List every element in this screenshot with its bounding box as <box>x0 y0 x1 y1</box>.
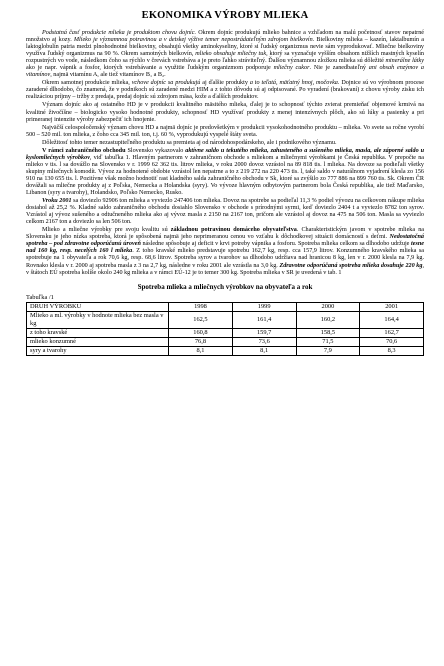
table-cell: 71,5 <box>296 337 360 346</box>
text-run: . Nie je zanedbateľný <box>309 65 369 72</box>
text-run: mliečny cukor <box>273 65 310 72</box>
table-cell: 160,8 <box>169 328 233 337</box>
table-header-cell: 2000 <box>296 302 360 311</box>
text-run: Najväčší celospoločenský význam chovu HD a najmä dojníc je predovšetkým v produkcii vysokohodnotného produktu – mlieka. Vo svete sa ročne vyrobí 500 – 520 mil. ton mlieka, z čoho cca 345 mil. ton, t.j. 60 %, vyprodukujú vyspelé štáty sveta. <box>26 124 424 138</box>
document-title: EKONOMIKA VÝROBY MLIEKA <box>141 10 309 21</box>
table-cell: 162,5 <box>169 311 233 328</box>
table-header-cell: DRUH VÝROBKU <box>27 302 169 311</box>
table-header-cell: 2001 <box>360 302 424 311</box>
table-cell-label: z toho kravské <box>27 328 169 337</box>
text-run: , v štátoch EÚ spotreba kolíše okolo 240 kg mlieka a v rámci EÚ-12 je to temer 300 kg. Spotreba mlieka v SR je uvedená v tab. 1 <box>26 262 424 276</box>
text-run: Podstatná časť produkcie mlieka je produktom chovu dojníc. <box>42 30 196 36</box>
table-cell: 76,8 <box>169 337 233 346</box>
text-run: sa doviezlo 92906 ton mlieka a vyviezlo 247406 ton mlieka. Dovoz na spotrebe sa podieľal 11,3 % podiel vývozu na celkovom nákupe mlieka dosiahol až 25,2 %. Kladné saldo zahraničného obchodu dosiahlo Slovensko v obchode s prírodnými syrmi, keď doviezlo 2404 t a vyviezlo 8782 ton syrov. Vzrástol aj vývoz sušeného a odtučneného mlieka ako aj vývoz masla z 2150 na 2167 ton, pričom ale vzrástol aj dovoz na 475 na 506 ton. Masla sa vyviezlo celkom 2167 ton a doviezlo sa len 506 ton. <box>26 198 424 226</box>
text-run: minerálne látky <box>385 58 424 65</box>
text-run: Slovensko vykazovalo <box>125 147 186 154</box>
table-cell-label: syry a tvarohy <box>27 346 169 355</box>
text-run: . Dojnice sú vo výrobnom procese zaradené dlhodobo, čo znamená, že v podnikoch sú zaradené medzi HIM a z tohto dôvodu sú aj odpisované. Po vyradení (brakovaní) z chovu výroby zisku ich realizáciou príjmy – tržby z predaja, predaj dojníc sú zdrojom mäsa, kože a ďalších produktov. <box>26 80 425 101</box>
text-run: aktívne saldo u tekutého mlieka, zahusteného a sušeného mlieka, masla, ale záporné saldo u kyslomliečnych výrobkov <box>26 147 425 161</box>
table-cell-label: mlieko konzumné <box>27 337 169 346</box>
table-header-cell: 1998 <box>169 302 233 311</box>
paragraph <box>26 148 424 197</box>
table-row <box>27 328 424 337</box>
text-run: V rámci zahraničného obchodu <box>42 147 126 154</box>
paragraph <box>26 102 424 123</box>
paragraph <box>26 198 424 226</box>
table-row <box>27 346 424 355</box>
text-run: . Z toho kravské mlieko predstavuje spotrebu 162,7 kg, resp. cca 157,9 litrov. Konzumného kravského mlieka sa spotrebuje na 1 obyvateľa a rok 70,6 kg, resp. 68,6 litrov. Spotreba syrov a tvarohov sa dlhodobo udržiava nad hranicou 8 kg, len v r. 2000 klesla na 7,9 kg. Rovnako klesla v r. 2000 aj spotreba masla z 3 na 2,7 kg, následne v roku 2001 ale vzrástla na 3,0 kg. <box>26 248 424 269</box>
paragraph <box>26 80 424 101</box>
text-run: , najmä vitamínu A, ale tiež vitamínov B₁ a B₂. <box>50 72 166 79</box>
text-run: Okrem dojníc produkujú mlieko bahnice a vzhľadom na malú početnosť stavov nepatrné množstvo aj kozy. <box>26 30 424 44</box>
text-run: , viď tabuľka 1. Hlavným partnerom v zahraničnom obchode s mliekom a mliečnymi výrobkami je Česká republika. V prepočte na mlieko v tis. l sa dovážlo na Slovensko v r. 1999 62 362 tis. litrov mlieka, v roku 2000 dovoz vzrástol na 89 818 tis. l mlieka. Na dovoze sa podieľali všetky skupiny mliečnych komodít. Vývoz za hodnotené obdobie vzrástol len nepatrne a to z 219 272 na 220 473 tis. l, také saldo v naturálnom vyjadrení klesla zo 156 910 na 130 655 tis. l. Pozitívne však možno hodnotiť rast kladného salda zahraničného obchodu v Sk, ktoré sa zvýšilo zo 777 886 na 899 760 tis. Sk. Okrem ČR dovážali sa mliečne produkty aj z Poľska, Nemecka a Holandska (syry). Vo vývoze hlavným odbytovým partnerom bola Česká republika, ale tiež Maďarsko, Libanon (syry a tvarohy), Holandsko, Poľsko Nemecko, Rusko. <box>26 154 424 197</box>
table-cell: 7,9 <box>296 346 360 355</box>
text-run: Nedostatočná spotreba – pod zdravotne odporúčanú úroveň <box>26 234 424 248</box>
text-run: Dôležitosť tohto temer nezastupiteľného produktu sa premieta aj od národohospodárskeho, ale i podnikového významu. <box>42 139 337 146</box>
document-page <box>26 10 424 356</box>
table-cell: 8,1 <box>232 346 296 355</box>
text-run: a to teľatá, mäťatný hnoj, močovka <box>249 80 338 87</box>
table-cell: 70,6 <box>360 337 424 346</box>
table-cell: 161,4 <box>232 311 296 328</box>
text-run: základnou potravinou domáceho obyvateľstva <box>170 227 297 234</box>
text-run: Zdravotne odporúčaná spotreba mlieka dosahuje 220 kg <box>279 262 423 269</box>
table-cell: 162,7 <box>360 328 424 337</box>
text-run: mlieko obsahuje mliečny tuk <box>195 51 267 58</box>
text-run: , ktorý sa vyznačuje vyšším obsahom nižších mastných kyselín rozpustných vo vode, následkom čoho sa rýchlo v črevách vstrebáva a je preto ľahko stráviteľný. Ďalšou významnou zložkou mlieka sú dôležité <box>26 51 424 65</box>
table-cell: 164,4 <box>360 311 424 328</box>
table-label: Tabuľka /1 <box>26 293 54 301</box>
text-run: . Bielkoviny mlieka – kazeín, laktalbumín a laktoglobulín patria medzi plnohodnotné bielkoviny, obsahujú všetky aminokyseliny, ktoré si ľudský organizmus nevie sám vyprodukovať. Mliečne bielkoviny využíva ľudský organizmus na 90 %. Okrem samotných bielkovín, <box>26 37 424 58</box>
text-run: následne spôsobuje aj deficit v krvi potreby vápnika a fosforu. Spotreba mlieka celkom sa dlhodobo udržuje <box>140 241 412 248</box>
table-title: Spotreba mlieka a mliečnych výrobkov na obyvateľa a rok <box>137 282 313 291</box>
text-run: ako je napr. vápnik a fosfor, ktorých vstrebávanie a využitie ľudským organizmom podporuje <box>26 65 274 72</box>
text-run: Mlieko a mliečne výrobky pre svoju kvalitu sú <box>42 227 171 234</box>
text-run: ani obsah enzýmov a vitamínov <box>26 65 424 79</box>
table-header-cell: 1999 <box>232 302 296 311</box>
table-cell: 158,5 <box>296 328 360 337</box>
paragraph <box>26 125 424 139</box>
paragraph <box>26 140 424 147</box>
text-run: Význam dojníc ako aj ostatného HD je v produkcii kvalitného mäsitého mlieka, ďalej je to schopnosť týchto zvierat premieňať objemové krmivá na kvalitné živočíšne – biologicko vysoko hodnotné produkty, schopnosť HD využívať produkty z menej intenzívnych plôch, ako sú lúky a pasienky a pri primeranej intenzite výroby zabezpečiť ich hnojenie. <box>26 102 424 123</box>
paragraph <box>26 227 424 276</box>
article-body <box>26 30 424 277</box>
text-run: aj ďalšie produkty <box>200 80 250 87</box>
table-cell: 8,3 <box>360 346 424 355</box>
table-row <box>27 337 424 346</box>
table-cell: 8,1 <box>169 346 233 355</box>
table-cell: 73,6 <box>232 337 296 346</box>
paragraph <box>26 30 424 79</box>
table-cell: 159,7 <box>232 328 296 337</box>
table-header-row <box>27 302 424 311</box>
table-cell: 160,2 <box>296 311 360 328</box>
text-run: Vroku 2001 <box>42 198 72 205</box>
text-run: . Charakteristickým javom v spotrebe mlieka na Slovensku je jeho nízka spotreba, ktorá je spôsobená najmä jeho neprimeranou cenou vo vzťahu k dôchodkovej situácii domácností s deťmi. <box>26 227 424 241</box>
text-run: Mlieko je významnou potravinou a v detskej výžive temer nepostrádateľným zdrojom bielkovín <box>73 37 313 44</box>
consumption-table <box>26 302 424 356</box>
text-run: tesne nad 160 kg, resp. necelých 160 l mlieka <box>26 241 424 255</box>
table-cell-label: Mlieko a ml. výrobky v hodnote mlieka bez masla v kg <box>27 311 169 328</box>
text-run: vchove dojníc sa produkujú <box>131 80 201 87</box>
text-run: Okrem samotnej produkcie mlieka, <box>42 80 132 87</box>
table-row <box>27 311 424 328</box>
